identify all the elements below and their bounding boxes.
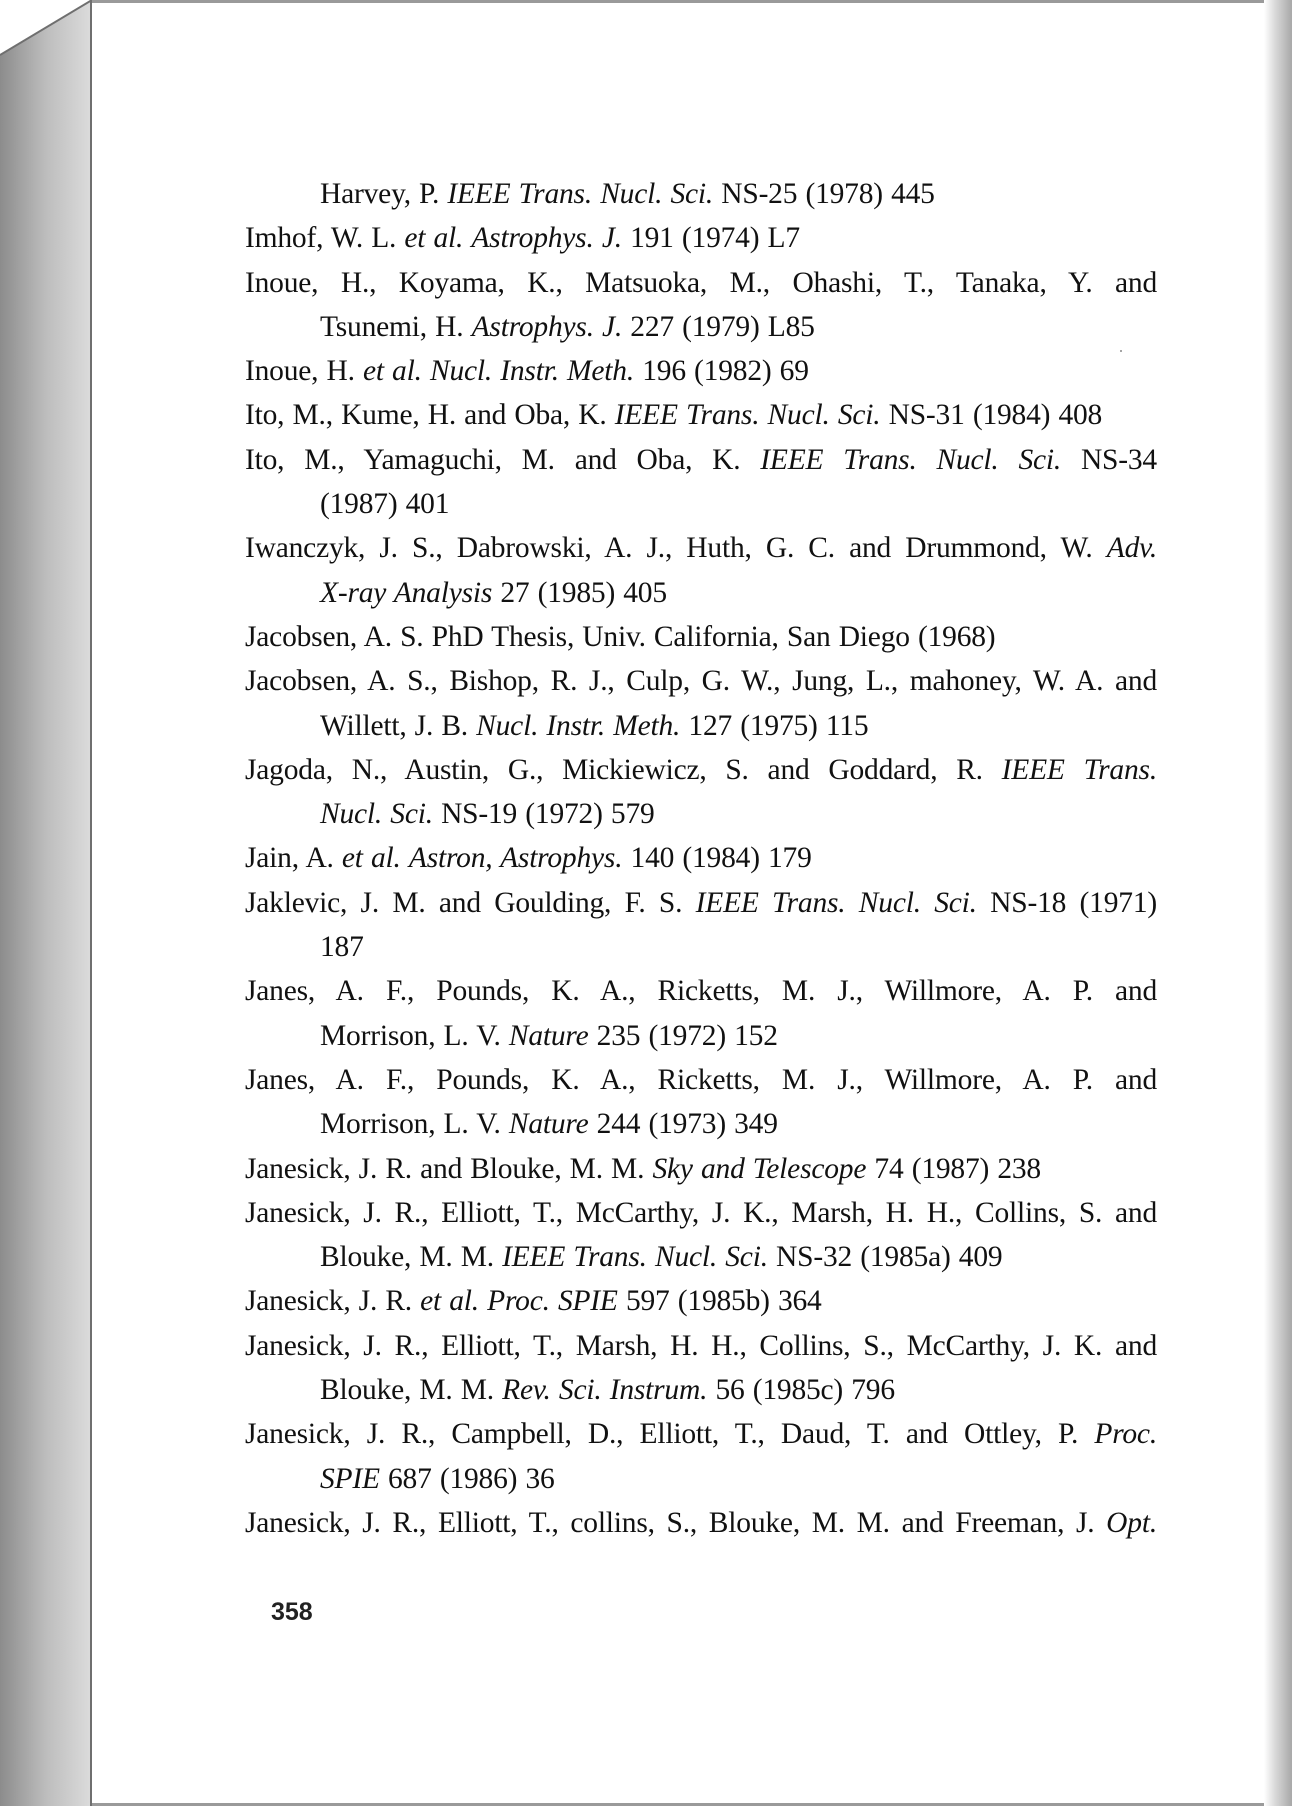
reference-entry: Janesick, J. R., Campbell, D., Elliott, T., Daud, T. and Ottley, P. Proc. SPIE 687 (1986) 36 — [245, 1418, 1157, 1495]
reference-entry: Janesick, J. R. and Blouke, M. M. Sky and Telescope 74 (1987) 238 — [245, 1152, 1041, 1185]
reference-list — [245, 172, 1157, 1545]
reference-entry: Jacobsen, A. S. PhD Thesis, Univ. California, San Diego (1968) — [245, 620, 996, 653]
page-right-shadow — [1264, 0, 1292, 1806]
reference-entry: Janesick, J. R., Elliott, T., McCarthy, J. K., Marsh, H. H., Collins, S. and Blouke, M. M. IEEE Trans. Nucl. Sci. NS-32 (1985a) 409 — [245, 1196, 1157, 1274]
reference-entry: Inoue, H. et al. Nucl. Instr. Meth. 196 (1982) 69 — [245, 355, 809, 388]
reference-entry: Jacobsen, A. S., Bishop, R. J., Culp, G. W., Jung, L., mahoney, W. A. and Willett, J. B. Nucl. Instr. Meth. 127 (1975) 115 — [245, 665, 1157, 742]
reference-entry: Jain, A. et al. Astron, Astrophys. 140 (1984) 179 — [245, 842, 812, 875]
reference-entry: Jaklevic, J. M. and Goulding, F. S. IEEE Trans. Nucl. Sci. NS-18 (1971) 187 — [245, 886, 1157, 964]
reference-entry: Imhof, W. L. et al. Astrophys. J. 191 (1974) L7 — [245, 222, 800, 255]
book-spine — [0, 0, 92, 1806]
reference-entry: Jagoda, N., Austin, G., Mickiewicz, S. and Goddard, R. IEEE Trans. Nucl. Sci. NS-19 (1972) 579 — [245, 753, 1157, 831]
reference-entry: Janesick, J. R., Elliott, T., Marsh, H. H., Collins, S., McCarthy, J. K. and Blouke, M. M. Rev. Sci. Instrum. 56 (1985c) 796 — [245, 1329, 1157, 1407]
reference-entry: Harvey, P. IEEE Trans. Nucl. Sci. NS-25 (1978) 445 — [320, 178, 935, 210]
page-number: 358 — [271, 1598, 313, 1626]
page-top-edge — [92, 0, 1264, 3]
reference-entry: Janes, A. F., Pounds, K. A., Ricketts, M. J., Willmore, A. P. and Morrison, L. V. Nature 244 (1973) 349 — [245, 1063, 1157, 1141]
reference-entry: Ito, M., Yamaguchi, M. and Oba, K. IEEE Trans. Nucl. Sci. NS-34 (1987) 401 — [245, 443, 1157, 521]
reference-entry: Ito, M., Kume, H. and Oba, K. IEEE Trans. Nucl. Sci. NS-31 (1984) 408 — [245, 399, 1103, 432]
reference-entry: Janesick, J. R., Elliott, T., collins, S., Blouke, M. M. and Freeman, J. Opt. — [245, 1506, 1157, 1539]
reference-entry: Iwanczyk, J. S., Dabrowski, A. J., Huth, G. C. and Drummond, W. Adv. X-ray Analysis 27 (1985) 405 — [245, 532, 1157, 609]
reference-entry: Janes, A. F., Pounds, K. A., Ricketts, M. J., Willmore, A. P. and Morrison, L. V. Nature 235 (1972) 152 — [245, 975, 1157, 1052]
reference-entry: Inoue, H., Koyama, K., Matsuoka, M., Ohashi, T., Tanaka, Y. and Tsunemi, H. Astrophys. J. 227 (1979) L85 — [245, 266, 1157, 343]
reference-entry: Janesick, J. R. et al. Proc. SPIE 597 (1985b) 364 — [245, 1285, 822, 1318]
